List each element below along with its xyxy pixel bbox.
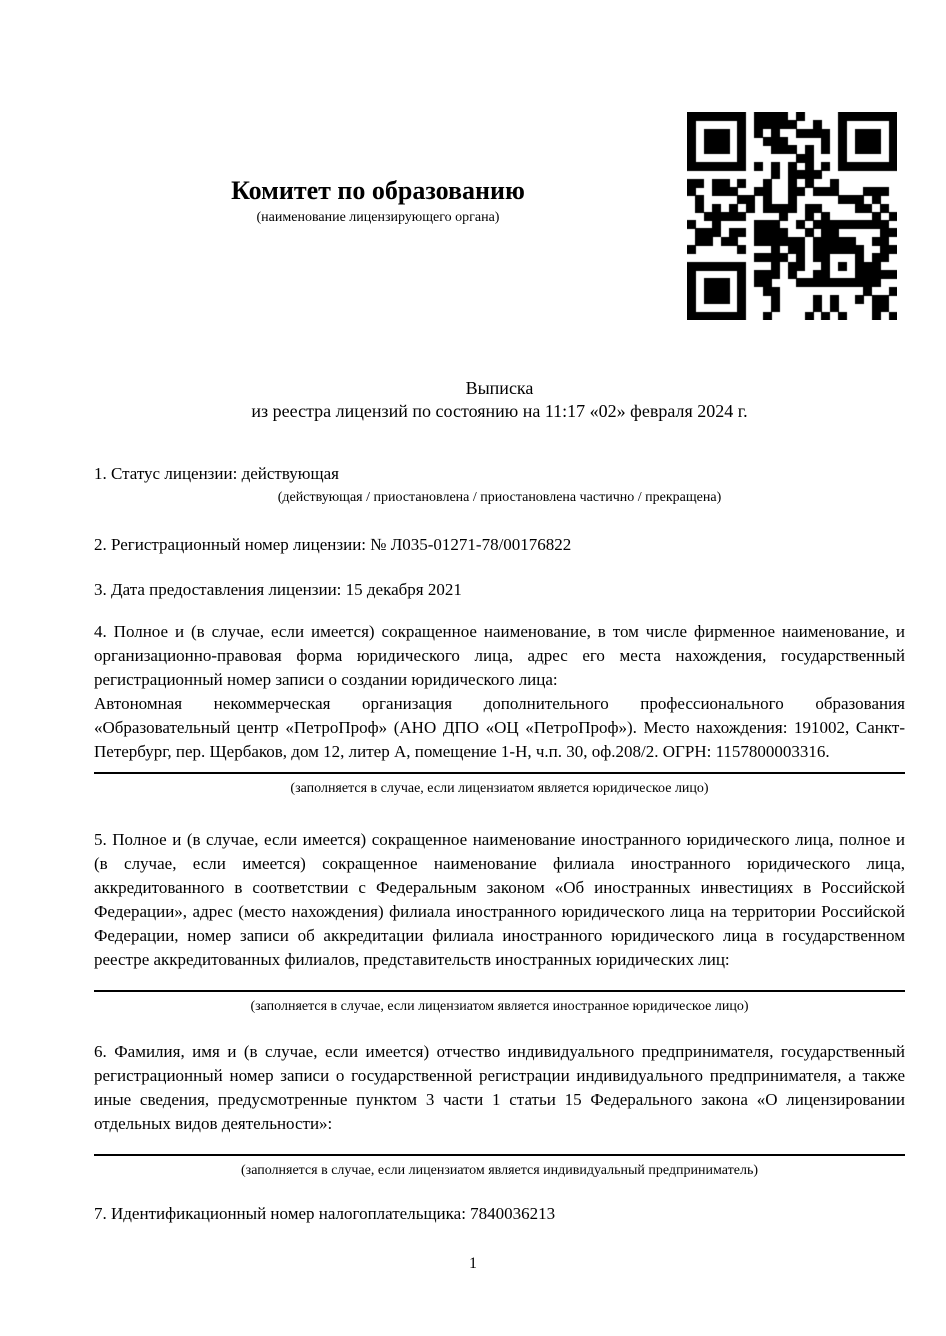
qr-code-image (687, 112, 897, 320)
fill-line (94, 772, 905, 774)
item-1-license-status (94, 462, 905, 506)
item-7-text: 7. Идентификационный номер налогоплательщика: 7840036213 (94, 1204, 556, 1223)
document-title-block (94, 377, 905, 423)
item-2-text: 2. Регистрационный номер лицензии: № Л035-01271-78/00176822 (94, 535, 572, 554)
item-6-question: 6. Фамилия, имя и (в случае, если имеется) отчество индивидуального предпринимателя, государственный регистрационный номер записи о государственной регистрации индивидуального предпринимателя, а также иные сведения, предусмотренные пунктом 3 части 1 статьи 15 Федерального закона «О лицензировании отдельных видов деятельности»: (94, 1042, 905, 1133)
item-4-legal-entity (94, 620, 905, 797)
page-number: 1 (469, 1255, 477, 1272)
item-3-text: 3. Дата предоставления лицензии: 15 декабря 2021 (94, 580, 462, 599)
item-2-registration-number (94, 533, 905, 557)
licensing-authority-caption: (наименование лицензирующего органа) (256, 210, 500, 225)
item-4-question: 4. Полное и (в случае, если имеется) сокращенное наименование, в том числе фирменное наименование, и организационно-правовая форма юридического лица, адрес его места нахождения, государственный регистрационный номер записи о создании юридического лица: (94, 622, 905, 689)
licensing-authority-name: Комитет по образованию (231, 176, 525, 205)
fill-line (94, 990, 905, 992)
licensing-authority-block (94, 176, 662, 226)
item-5-foreign-entity (94, 828, 905, 1015)
qr-code (687, 112, 897, 320)
item-6-individual-entrepreneur (94, 1040, 905, 1179)
item-6-rule-caption: (заполняется в случае, если лицензиатом является индивидуальный предприниматель) (241, 1163, 758, 1178)
item-4-rule-caption: (заполняется в случае, если лицензиатом является юридическое лицо) (290, 781, 709, 796)
item-1-caption: (действующая / приостановлена / приостановлена частично / прекращена) (277, 490, 722, 505)
document-title: Выписка (465, 378, 534, 398)
item-7-taxpayer-number (94, 1202, 905, 1226)
item-4-answer: Автономная некоммерческая организация дополнительного профессионального образования «Образовательный центр «ПетроПроф» (АНО ДПО «ОЦ «ПетроПроф»). Место нахождения: 191002, Санкт-Петербург, пер. Щербаков, дом 12, литер А, помещение 1-Н, ч.п. 30, оф.208/2. ОГРН: 1157800003316. (94, 694, 905, 761)
item-5-rule-caption: (заполняется в случае, если лицензиатом является иностранное юридическое лицо) (250, 999, 749, 1014)
document-subtitle: из реестра лицензий по состоянию на 11:17 «02» февраля 2024 г. (251, 401, 748, 421)
fill-line (94, 1154, 905, 1156)
item-3-license-date (94, 578, 905, 602)
item-5-question: 5. Полное и (в случае, если имеется) сокращенное наименование иностранного юридического лица, полное и (в случае, если имеется) сокращенное наименование филиала иностранного юридического лица, аккредитованного в соответствии с Федеральным законом «Об иностранных инвестициях в Российской Федерации», адрес (место нахождения) филиала иностранного юридического лица на территории Российской Федерации, номер записи об аккредитации филиала иностранного юридического лица в государственном реестре аккредитованных филиалов, представительств иностранных юридических лиц: (94, 830, 905, 969)
item-1-text: 1. Статус лицензии: действующая (94, 464, 339, 483)
